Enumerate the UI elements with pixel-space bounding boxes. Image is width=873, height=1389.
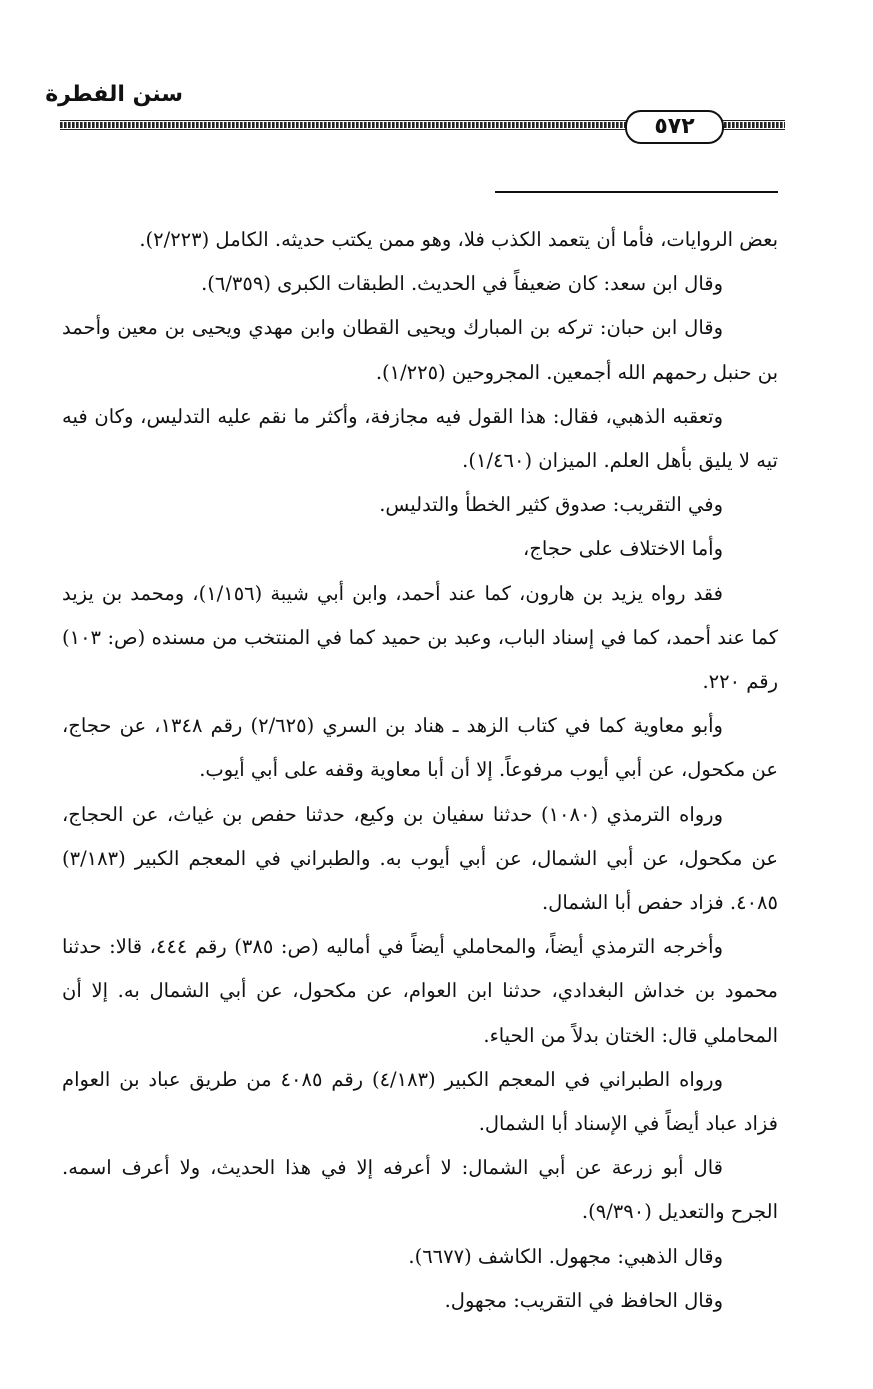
paragraph: وأبو معاوية كما في كتاب الزهد ـ هناد بن السري (٢/٦٢٥) رقم ١٣٤٨، عن حجاج، عن مكحول، عن أبي أيوب مرفوعاً. إلا أن أبا معاوية وقفه على أبي أيوب. [62, 714, 778, 782]
paragraph: وقال ابن سعد: كان ضعيفاً في الحديث. الطبقات الكبرى (٦/٣٥٩). [201, 272, 723, 296]
footnote-body [62, 218, 778, 1323]
running-title: سنن الفطرة [45, 82, 183, 107]
page-number: ٥٧٢ [625, 110, 724, 144]
footnote-separator [495, 191, 778, 193]
paragraph: فقد رواه يزيد بن هارون، كما عند أحمد، وابن أبي شيبة (١/١٥٦)، ومحمد بن يزيد كما عند أحمد، كما في إسناد الباب، وعبد بن حميد كما في المنتخب من مسنده (ص: ١٠٣) رقم ٢٢٠. [62, 581, 778, 694]
paragraph: ورواه الترمذي (١٠٨٠) حدثنا سفيان بن وكيع، حدثنا حفص بن غياث، عن الحجاج، عن مكحول، عن أبي الشمال، عن أبي أيوب به. والطبراني في المعجم الكبير (٣/١٨٣) ٤٠٨٥. فزاد حفص أبا الشمال. [62, 802, 778, 915]
paragraph: قال أبو زرعة عن أبي الشمال: لا أعرفه إلا في هذا الحديث، ولا أعرف اسمه. الجرح والتعديل (٩/٣٩٠). [62, 1156, 778, 1224]
paragraph: وقال الحافظ في التقريب: مجهول. [444, 1288, 723, 1312]
paragraph: وأخرجه الترمذي أيضاً، والمحاملي أيضاً في أماليه (ص: ٣٨٥) رقم ٤٤٤، قالا: حدثنا محمود بن خداش البغدادي، حدثنا ابن العوام، عن مكحول، عن أبي الشمال به. إلا أن المحاملي قال: الختان بدلاً من الحياء. [62, 935, 778, 1047]
paragraph: وأما الاختلاف على حجاج، [523, 537, 723, 561]
paragraph: وقال الذهبي: مجهول. الكاشف (٦٦٧٧). [408, 1244, 723, 1268]
paragraph: ورواه الطبراني في المعجم الكبير (٤/١٨٣) رقم ٤٠٨٥ من طريق عباد بن العوام فزاد عباد أيضاً في الإسناد أبا الشمال. [62, 1067, 778, 1136]
paragraph: بعض الروايات، فأما أن يتعمد الكذب فلا، وهو ممن يكتب حديثه. الكامل (٢/٢٢٣). [139, 228, 778, 251]
paragraph: وفي التقريب: صدوق كثير الخطأ والتدليس. [379, 493, 723, 517]
paragraph: وقال ابن حبان: تركه بن المبارك ويحيى القطان وابن مهدي ويحيى بن معين وأحمد بن حنبل رحمهم الله أجمعين. المجروحين (١/٢٢٥). [62, 316, 778, 384]
paragraph: وتعقبه الذهبي، فقال: هذا القول فيه مجازفة، وأكثر ما نقم عليه التدليس، وكان فيه تيه لا يليق بأهل العلم. الميزان (١/٤٦٠). [62, 404, 778, 473]
